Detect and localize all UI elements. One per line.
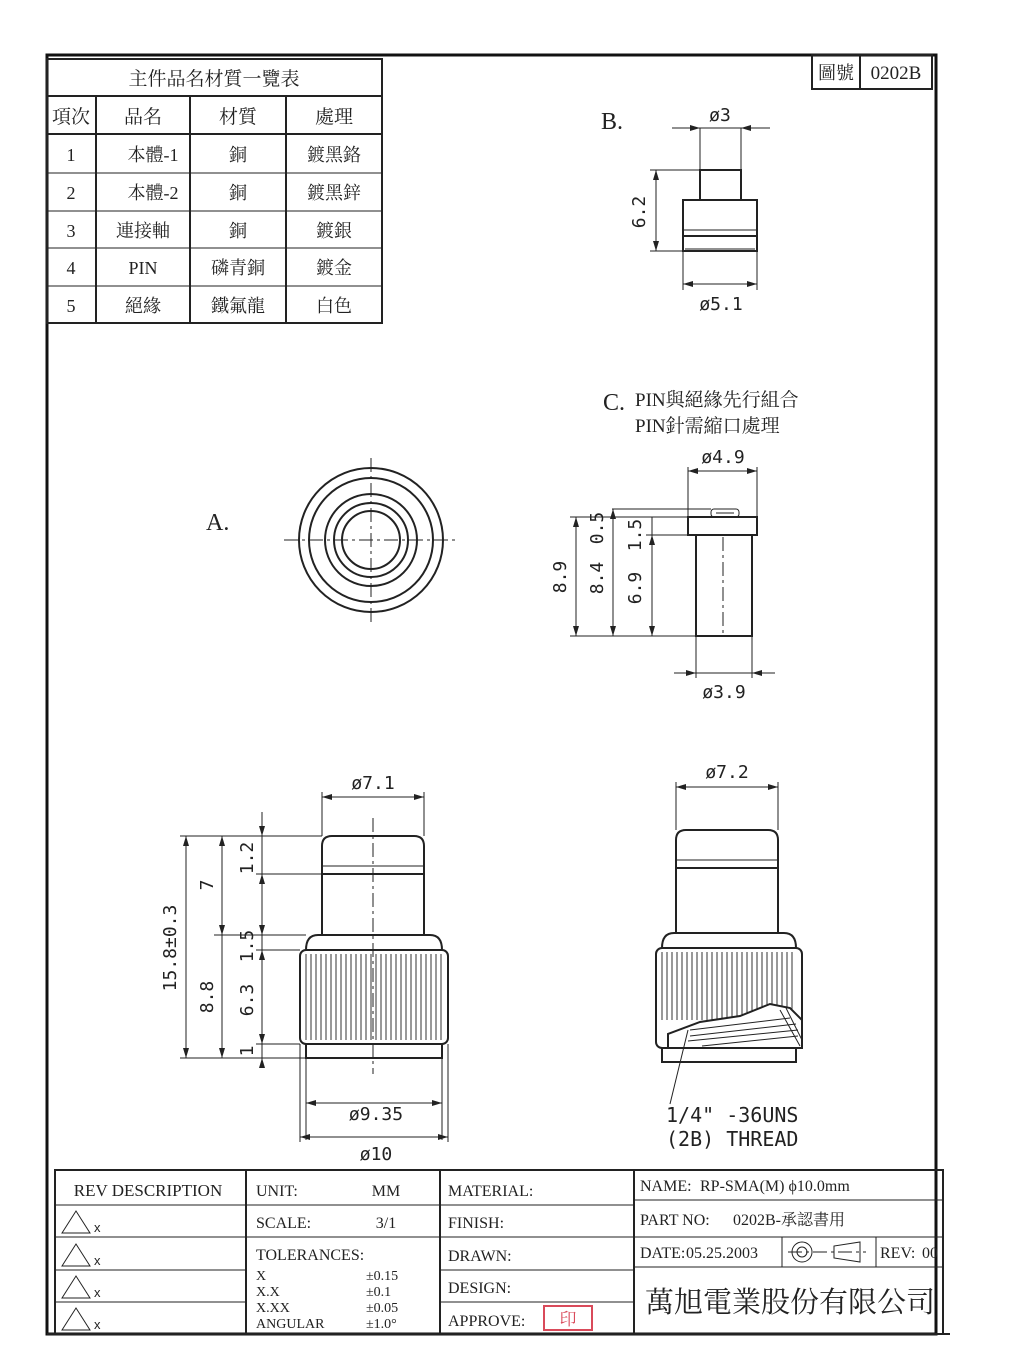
scale-value: 3/1 bbox=[375, 1215, 397, 1232]
dim-left-935: ø9.35 bbox=[348, 1104, 404, 1125]
thread-note-2: (2B) THREAD bbox=[666, 1127, 799, 1151]
table-cell: 1 bbox=[66, 145, 76, 165]
table-cell: 銅 bbox=[229, 145, 247, 165]
dim-c-6-9: 6.9 bbox=[625, 571, 646, 605]
dim-b-height: 6.2 bbox=[629, 195, 650, 229]
thread-note-1: 1/4" -36UNS bbox=[666, 1103, 799, 1127]
table-cell: 鐵氟龍 bbox=[211, 296, 265, 316]
table-cell: 5 bbox=[66, 296, 76, 316]
table-cell: 磷青銅 bbox=[211, 258, 265, 278]
rev-label: REV: bbox=[880, 1245, 916, 1262]
drawn-label: DRAWN: bbox=[448, 1248, 512, 1265]
dim-left-overall: 15.8±0.3 bbox=[160, 904, 181, 992]
parts-table-title: 主件品名材質一覽表 bbox=[128, 69, 300, 90]
table-header: 處理 bbox=[314, 107, 354, 128]
table-cell: 銅 bbox=[229, 221, 247, 241]
projection-symbol-icon bbox=[782, 1237, 866, 1267]
parts-table bbox=[47, 59, 382, 323]
tol-value: ±0.15 bbox=[366, 1269, 399, 1284]
table-cell: PIN bbox=[128, 258, 158, 278]
title-block bbox=[55, 1170, 943, 1334]
dim-c-1-5: 1.5 bbox=[625, 518, 646, 552]
view-b bbox=[601, 105, 770, 315]
rev-mark: x bbox=[94, 1253, 101, 1268]
date-label: DATE: bbox=[640, 1245, 686, 1262]
table-header: 項次 bbox=[51, 107, 91, 128]
part-value: 0202B-承認書用 bbox=[733, 1212, 846, 1229]
drawing-number-value: 0202B bbox=[870, 63, 922, 84]
tol-key: ANGULAR bbox=[256, 1317, 325, 1332]
table-cell: 2 bbox=[66, 183, 76, 203]
view-b-label: B. bbox=[601, 109, 624, 135]
dim-b-bottom: ø5.1 bbox=[699, 294, 743, 315]
name-value: RP-SMA(M) ϕ10.0mm bbox=[700, 1178, 850, 1195]
rev-value: 00 bbox=[922, 1245, 938, 1262]
drawing-number-label: 圖號 bbox=[818, 63, 854, 83]
view-c-label: C. bbox=[603, 390, 626, 416]
view-c-note-2: PIN針需縮口處理 bbox=[635, 416, 780, 437]
tol-key: X bbox=[256, 1269, 267, 1284]
dim-left-8-8: 8.8 bbox=[197, 980, 218, 1014]
table-cell: 白色 bbox=[316, 296, 352, 316]
unit-value: MM bbox=[371, 1183, 401, 1200]
dim-c-0-5: 0.5 bbox=[587, 511, 608, 545]
table-cell: 鍍銀 bbox=[316, 221, 352, 241]
dim-left-7: 7 bbox=[197, 879, 218, 891]
dim-left-6-3: 6.3 bbox=[237, 983, 258, 1017]
tolerances-label: TOLERANCES: bbox=[256, 1247, 365, 1264]
tol-value: ±0.1 bbox=[366, 1285, 392, 1300]
table-cell: 3 bbox=[66, 221, 76, 241]
view-main-left bbox=[160, 773, 448, 1165]
dim-c-top: ø4.9 bbox=[701, 447, 745, 468]
date-value: 05.25.2003 bbox=[686, 1245, 758, 1262]
drawing-number-box bbox=[812, 55, 932, 89]
view-c bbox=[550, 389, 799, 703]
view-a-label: A. bbox=[206, 510, 230, 536]
table-cell: 鍍黑鋅 bbox=[307, 183, 361, 203]
finish-label: FINISH: bbox=[448, 1215, 505, 1232]
dim-b-top: ø3 bbox=[709, 105, 731, 126]
design-label: DESIGN: bbox=[448, 1280, 512, 1297]
unit-label: UNIT: bbox=[256, 1183, 298, 1200]
table-header: 材質 bbox=[218, 107, 258, 128]
table-cell: 絕緣 bbox=[125, 296, 161, 316]
table-cell: 連接軸 bbox=[116, 221, 170, 241]
dim-left-10: ø10 bbox=[359, 1144, 393, 1165]
dim-left-1: 1 bbox=[237, 1045, 258, 1057]
table-cell: 鍍金 bbox=[316, 258, 352, 278]
table-cell: 銅 bbox=[229, 183, 247, 203]
part-label: PART NO: bbox=[640, 1212, 710, 1229]
view-a bbox=[206, 458, 458, 622]
material-label: MATERIAL: bbox=[448, 1183, 534, 1200]
table-cell: 本體-2 bbox=[127, 183, 179, 203]
dim-c-8-4: 8.4 bbox=[587, 561, 608, 595]
dim-left-1-2: 1.2 bbox=[237, 841, 258, 875]
approve-stamp-text: 印 bbox=[559, 1310, 577, 1329]
table-cell: 4 bbox=[66, 258, 76, 278]
view-main-right bbox=[656, 762, 802, 1151]
sheet-border bbox=[47, 55, 936, 1334]
dim-c-bottom: ø3.9 bbox=[702, 682, 746, 703]
rev-mark: x bbox=[94, 1285, 101, 1300]
dim-left-1-5: 1.5 bbox=[237, 929, 258, 963]
name-label: NAME: bbox=[640, 1178, 692, 1195]
tol-key: X.X bbox=[256, 1285, 280, 1300]
approve-label: APPROVE: bbox=[448, 1313, 526, 1330]
tol-key: X.XX bbox=[256, 1301, 290, 1316]
tol-value: ±1.0° bbox=[366, 1317, 397, 1332]
rev-mark: x bbox=[94, 1220, 101, 1235]
dim-left-top: ø7.1 bbox=[351, 773, 395, 794]
scale-label: SCALE: bbox=[256, 1215, 312, 1232]
table-cell: 本體-1 bbox=[127, 145, 179, 165]
view-c-note-1: PIN與絕緣先行組合 bbox=[635, 390, 799, 411]
dim-c-8-9: 8.9 bbox=[550, 560, 571, 594]
rev-mark: x bbox=[94, 1317, 101, 1332]
rev-header: REV DESCRIPTION bbox=[73, 1181, 223, 1200]
table-header: 品名 bbox=[123, 107, 163, 128]
tol-value: ±0.05 bbox=[366, 1301, 399, 1316]
dim-right-top: ø7.2 bbox=[705, 762, 749, 783]
table-cell: 鍍黑鉻 bbox=[307, 145, 361, 165]
company-name: 萬旭電業股份有限公司 bbox=[644, 1287, 936, 1319]
